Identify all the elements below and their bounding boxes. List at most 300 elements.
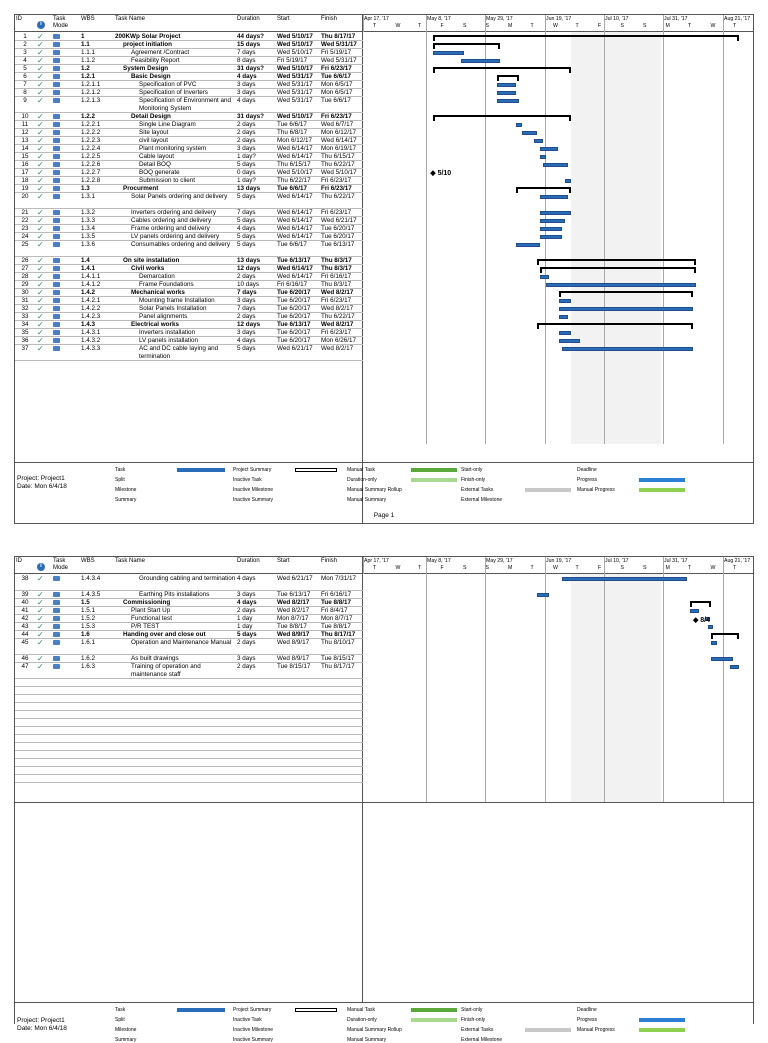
task-bar xyxy=(540,227,561,231)
task-row[interactable] xyxy=(15,209,363,217)
task-id: 20 xyxy=(21,193,29,200)
task-finish: Fri 6/23/17 xyxy=(321,329,352,336)
summary-bar xyxy=(690,601,711,603)
task-finish: Thu 8/17/17 xyxy=(321,631,356,638)
timescale-divider xyxy=(604,15,605,32)
task-wbs: 1.3.6 xyxy=(81,241,96,248)
task-row[interactable] xyxy=(15,57,363,65)
timescale-major-label: Apr 17, '17 xyxy=(364,558,389,564)
task-row[interactable] xyxy=(15,265,363,273)
task-duration: 5 days xyxy=(237,631,257,638)
task-finish: Thu 8/17/17 xyxy=(321,663,355,670)
legend-progress-swatch xyxy=(639,478,685,482)
timescale xyxy=(363,557,753,574)
task-finish: Fri 6/23/17 xyxy=(321,177,352,184)
task-start: Wed 5/10/17 xyxy=(277,33,313,40)
task-wbs: 1.4.1.1 xyxy=(81,273,101,280)
task-row[interactable] xyxy=(15,345,363,361)
task-row[interactable] xyxy=(15,321,363,329)
task-duration: 12 days xyxy=(237,321,261,328)
task-bar xyxy=(540,219,564,223)
task-name: Handing over and close out xyxy=(123,631,206,638)
task-row[interactable] xyxy=(15,121,363,129)
task-start: Wed 6/14/17 xyxy=(277,193,313,200)
task-duration: 2 days xyxy=(237,639,256,646)
task-row[interactable] xyxy=(15,297,363,305)
timescale-minor-label: T xyxy=(688,23,692,29)
task-row[interactable] xyxy=(15,145,363,153)
task-finish: Mon 6/5/17 xyxy=(321,89,353,96)
task-start: Tue 6/20/17 xyxy=(277,289,311,296)
task-row[interactable] xyxy=(15,273,363,281)
col-duration: Duration xyxy=(237,16,260,22)
project-info xyxy=(17,1017,67,1033)
task-id: 44 xyxy=(21,631,29,638)
task-id: 45 xyxy=(21,639,29,646)
complete-check-icon: ✓ xyxy=(37,288,44,297)
task-name: civil layout xyxy=(139,137,169,144)
task-wbs: 1.4.3.3 xyxy=(81,345,101,352)
task-start: Wed 8/9/17 xyxy=(277,639,310,646)
timescale-major-label: May 8, '17 xyxy=(427,558,451,564)
task-row[interactable] xyxy=(15,81,363,89)
project-info xyxy=(17,475,67,491)
timescale-minor-label: W xyxy=(395,565,401,571)
task-finish: Wed 8/2/17 xyxy=(321,305,354,312)
task-id: 23 xyxy=(21,225,29,232)
task-row[interactable] xyxy=(15,41,363,49)
task-start: Wed 8/9/17 xyxy=(277,655,310,662)
task-start: Wed 5/31/17 xyxy=(277,81,313,88)
legend-label: Manual Summary xyxy=(347,497,387,503)
task-row[interactable] xyxy=(15,607,363,615)
task-id: 19 xyxy=(21,185,29,192)
task-row[interactable] xyxy=(15,73,363,81)
task-name: Electrical works xyxy=(131,321,179,328)
task-bar xyxy=(522,131,537,135)
empty-row xyxy=(15,751,363,759)
task-name: Basic Design xyxy=(131,73,171,80)
task-wbs: 1.2 xyxy=(81,65,90,72)
legend-label: Manual Progress xyxy=(577,1027,615,1033)
legend-label: Inactive Task xyxy=(233,1017,262,1023)
task-row[interactable] xyxy=(15,337,363,345)
legend-label: Summary xyxy=(115,497,137,503)
task-duration: 3 days xyxy=(237,81,256,88)
task-start: Wed 5/10/17 xyxy=(277,113,313,120)
task-id: 38 xyxy=(21,575,29,582)
timescale-minor-label: M xyxy=(508,565,513,571)
chart-gridline xyxy=(604,32,605,444)
task-id: 4 xyxy=(23,57,27,64)
task-wbs: 1.2.2.5 xyxy=(81,153,101,160)
chart-gridline xyxy=(426,574,427,802)
task-name: AC and DC cable laying and termination xyxy=(139,345,219,360)
summary-bar xyxy=(433,115,570,117)
task-duration: 8 days xyxy=(237,57,256,64)
timescale-minor-label: S xyxy=(463,23,467,29)
task-bar xyxy=(537,593,549,597)
task-row[interactable] xyxy=(15,329,363,337)
blank-area xyxy=(15,802,753,1002)
task-id: 12 xyxy=(21,129,29,136)
task-row[interactable] xyxy=(15,177,363,185)
summary-bar xyxy=(433,67,570,69)
timescale-minor-label: T xyxy=(733,23,737,29)
legend-label: Inactive Milestone xyxy=(233,1027,274,1033)
complete-check-icon: ✓ xyxy=(37,144,44,153)
task-row[interactable] xyxy=(15,225,363,233)
task-start: Mon 8/7/17 xyxy=(277,615,309,622)
task-start: Tue 6/6/17 xyxy=(277,121,307,128)
complete-check-icon: ✓ xyxy=(37,120,44,129)
task-bar xyxy=(559,331,571,335)
legend-label: Progress xyxy=(577,1017,598,1023)
task-id: 30 xyxy=(21,289,29,296)
complete-check-icon: ✓ xyxy=(37,128,44,137)
complete-check-icon: ✓ xyxy=(37,344,44,353)
task-bar xyxy=(565,179,571,183)
task-start: Tue 6/6/17 xyxy=(277,185,307,192)
timescale-minor-label: F xyxy=(440,23,444,29)
task-duration: 44 days? xyxy=(237,33,264,40)
task-duration: 7 days xyxy=(237,49,256,56)
task-bar xyxy=(562,347,693,351)
task-row[interactable] xyxy=(15,305,363,313)
task-id: 13 xyxy=(21,137,29,144)
task-id: 2 xyxy=(23,41,27,48)
timescale-minor-label: W xyxy=(553,565,558,571)
complete-check-icon: ✓ xyxy=(37,168,44,177)
timescale-major-label: Aug 21, '17 xyxy=(724,16,751,22)
timescale-divider xyxy=(663,557,664,574)
task-wbs: 1 xyxy=(81,33,85,40)
task-row[interactable] xyxy=(15,615,363,623)
task-bar xyxy=(559,315,568,319)
task-name: Civil works xyxy=(131,265,165,272)
task-start: Wed 5/10/17 xyxy=(277,65,313,72)
task-duration: 2 days xyxy=(237,129,256,136)
task-duration: 4 days xyxy=(237,225,256,232)
task-duration: 31 days? xyxy=(237,65,264,72)
task-start: Tue 6/20/17 xyxy=(277,305,311,312)
timescale-major-label: Jul 10, '17 xyxy=(605,558,629,564)
task-name: BOQ generate xyxy=(139,169,180,176)
complete-check-icon: ✓ xyxy=(37,598,44,607)
complete-check-icon: ✓ xyxy=(37,280,44,289)
task-id: 7 xyxy=(23,81,27,88)
task-row[interactable] xyxy=(15,631,363,639)
task-row[interactable] xyxy=(15,89,363,97)
task-start: Wed 6/14/17 xyxy=(277,217,313,224)
empty-row xyxy=(15,711,363,719)
chart-gridline xyxy=(723,32,724,444)
task-id: 26 xyxy=(21,257,29,264)
task-row[interactable] xyxy=(15,113,363,121)
task-name: Specification of PVC xyxy=(139,81,197,88)
legend-external-tasks-swatch xyxy=(525,488,571,492)
table-header xyxy=(15,15,362,32)
legend-label: Project Summary xyxy=(233,467,272,473)
chart-gridline xyxy=(604,574,605,802)
task-name: Site layout xyxy=(139,129,169,136)
task-id: 21 xyxy=(21,209,29,216)
legend-label: External Tasks xyxy=(461,1027,494,1033)
task-id: 1 xyxy=(23,33,27,40)
task-mode-icon xyxy=(53,241,63,250)
complete-check-icon: ✓ xyxy=(37,88,44,97)
timescale-minor-label: S xyxy=(643,565,647,571)
task-duration: 4 days xyxy=(237,73,257,80)
milestone-marker: ◆ 5/10 xyxy=(430,170,452,177)
col-start: Start xyxy=(277,558,290,564)
empty-row xyxy=(15,735,363,743)
complete-check-icon: ✓ xyxy=(37,320,44,329)
task-start: Wed 6/14/17 xyxy=(277,209,313,216)
legend-label: Milestone xyxy=(115,487,137,493)
task-id: 15 xyxy=(21,153,29,160)
task-bar xyxy=(540,235,561,239)
task-finish: Thu 6/22/17 xyxy=(321,193,355,200)
timescale-major-label: Jul 31, '17 xyxy=(664,16,688,22)
legend-label: Split xyxy=(115,477,125,483)
task-start: Wed 8/9/17 xyxy=(277,631,310,638)
task-name: Solar Panels Installation xyxy=(139,305,207,312)
complete-check-icon: ✓ xyxy=(37,72,44,81)
complete-check-icon: ✓ xyxy=(37,216,44,225)
col-finish: Finish xyxy=(321,558,338,564)
task-id: 46 xyxy=(21,655,29,662)
chart-gridline xyxy=(485,574,486,802)
task-row[interactable] xyxy=(15,655,363,663)
task-id: 25 xyxy=(21,241,29,248)
project-date: Date: Mon 6/4/18 xyxy=(17,483,67,490)
col-name: Task Name xyxy=(115,558,146,564)
task-finish: Fri 6/23/17 xyxy=(321,209,352,216)
task-mode-icon xyxy=(53,193,63,202)
task-duration: 10 days xyxy=(237,281,260,288)
task-start: Wed 6/14/17 xyxy=(277,225,313,232)
task-finish: Fri 6/23/17 xyxy=(321,113,352,120)
task-name: Plant Start Up xyxy=(131,607,171,614)
task-id: 5 xyxy=(23,65,27,72)
task-row[interactable] xyxy=(15,153,363,161)
task-row[interactable] xyxy=(15,599,363,607)
task-finish: Wed 5/10/17 xyxy=(321,169,357,176)
task-wbs: 1.5.3 xyxy=(81,623,96,630)
col-mode: Task Mode xyxy=(53,558,69,571)
timescale-minor-label: M xyxy=(508,23,513,29)
timescale-major-label: Apr 17, '17 xyxy=(364,16,389,22)
task-row[interactable] xyxy=(15,233,363,241)
task-wbs: 1.5 xyxy=(81,599,90,606)
task-duration: 7 days xyxy=(237,305,256,312)
legend-task-swatch xyxy=(177,1008,225,1012)
task-bar xyxy=(516,123,522,127)
task-row[interactable] xyxy=(15,623,363,631)
task-row[interactable] xyxy=(15,281,363,289)
task-name: Specification of Environment and Monitoring System xyxy=(139,97,232,112)
task-bar xyxy=(497,91,515,95)
task-bar xyxy=(708,625,713,629)
task-id: 35 xyxy=(21,329,29,336)
col-finish: Finish xyxy=(321,16,338,22)
task-id: 31 xyxy=(21,297,29,304)
task-finish: Wed 8/2/17 xyxy=(321,289,354,296)
task-row[interactable] xyxy=(15,663,363,679)
task-id: 33 xyxy=(21,313,29,320)
summary-bar xyxy=(537,323,693,325)
task-wbs: 1.3.3 xyxy=(81,217,96,224)
task-finish: Fri 8/4/17 xyxy=(321,607,348,614)
task-wbs: 1.6.3 xyxy=(81,663,96,670)
task-finish: Thu 8/10/17 xyxy=(321,639,355,646)
task-start: Wed 5/10/17 xyxy=(277,169,313,176)
task-row[interactable] xyxy=(15,591,363,599)
task-row[interactable] xyxy=(15,33,363,41)
task-row[interactable] xyxy=(15,217,363,225)
task-bar xyxy=(690,609,699,613)
task-start: Wed 5/31/17 xyxy=(277,89,313,96)
task-name: Mechanical works xyxy=(131,289,185,296)
timescale-divider xyxy=(604,557,605,574)
task-wbs: 1.4.3.5 xyxy=(81,591,101,598)
legend-label: Manual Task xyxy=(347,1007,375,1013)
task-row[interactable] xyxy=(15,137,363,145)
empty-row xyxy=(15,767,363,775)
task-name: project initiation xyxy=(123,41,172,48)
table-header xyxy=(15,557,362,574)
task-id: 18 xyxy=(21,177,29,184)
gantt-chart xyxy=(363,15,753,523)
timescale-major-label: May 8, '17 xyxy=(427,16,451,22)
task-finish: Thu 8/3/17 xyxy=(321,281,352,288)
complete-check-icon: ✓ xyxy=(37,304,44,313)
chart-gridline xyxy=(663,32,664,444)
task-duration: 3 days xyxy=(237,329,256,336)
summary-bar xyxy=(559,291,693,293)
chart-gridline xyxy=(723,574,724,802)
task-row[interactable] xyxy=(15,161,363,169)
task-duration: 4 days xyxy=(237,575,256,582)
timescale-divider xyxy=(426,15,427,32)
task-row[interactable] xyxy=(15,97,363,113)
task-finish: Fri 6/23/17 xyxy=(321,297,352,304)
page-number: Page 1 xyxy=(373,512,395,519)
task-wbs: 1.5.1 xyxy=(81,607,96,614)
task-duration: 1 day xyxy=(237,623,253,630)
task-wbs: 1.3.5 xyxy=(81,233,96,240)
task-duration: 4 days xyxy=(237,599,257,606)
legend-label: Split xyxy=(115,1017,125,1023)
task-row[interactable] xyxy=(15,241,363,257)
legend-duration-only-swatch xyxy=(411,478,457,482)
task-row[interactable] xyxy=(15,639,363,655)
task-bar xyxy=(540,211,570,215)
timescale-minor-label: T xyxy=(373,565,377,571)
task-wbs: 1.4.1 xyxy=(81,265,96,272)
complete-check-icon: ✓ xyxy=(37,336,44,345)
timescale-major-label: Jul 31, '17 xyxy=(664,558,688,564)
task-row[interactable] xyxy=(15,129,363,137)
task-name: Inverters ordering and delivery xyxy=(131,209,217,216)
task-row[interactable] xyxy=(15,185,363,193)
task-row[interactable] xyxy=(15,575,363,591)
task-id: 24 xyxy=(21,233,29,240)
task-row[interactable] xyxy=(15,193,363,209)
legend-label: Manual Progress xyxy=(577,487,615,493)
task-start: Wed 6/14/17 xyxy=(277,273,313,280)
task-mode-icon xyxy=(53,663,63,672)
task-row[interactable] xyxy=(15,65,363,73)
task-row[interactable] xyxy=(15,289,363,297)
task-finish: Mon 6/12/17 xyxy=(321,129,357,136)
task-name: Submission to client xyxy=(139,177,195,184)
task-finish: Tue 8/8/17 xyxy=(321,623,351,630)
task-id: 16 xyxy=(21,161,29,168)
task-duration: 2 days xyxy=(237,121,256,128)
task-finish: Fri 6/16/17 xyxy=(321,273,352,280)
project-name: Project: Project1 xyxy=(17,475,65,482)
complete-check-icon: ✓ xyxy=(37,272,44,281)
task-wbs: 1.4.1.2 xyxy=(81,281,101,288)
task-finish: Fri 6/16/17 xyxy=(321,591,352,598)
gantt-page-1 xyxy=(14,14,754,524)
legend-label: Summary xyxy=(115,1037,137,1043)
timescale-minor-label: T xyxy=(373,23,377,29)
task-row[interactable] xyxy=(15,313,363,321)
legend-manual-task-swatch xyxy=(411,468,457,472)
task-bar xyxy=(497,83,515,87)
complete-check-icon: ✓ xyxy=(37,232,44,241)
task-bar xyxy=(711,657,732,661)
task-start: Thu 6/22/17 xyxy=(277,177,311,184)
task-name: Operation and Maintenance Manual xyxy=(131,639,232,646)
task-name: Procurment xyxy=(123,185,159,192)
task-finish: Fri 6/23/17 xyxy=(321,185,352,192)
task-row[interactable] xyxy=(15,257,363,265)
legend-label: Start-only xyxy=(461,1007,483,1013)
task-id: 43 xyxy=(21,623,29,630)
complete-check-icon: ✓ xyxy=(37,662,44,671)
weekend-shading xyxy=(571,574,661,802)
task-finish: Thu 6/22/17 xyxy=(321,313,355,320)
col-wbs: WBS xyxy=(81,558,95,564)
col-mode: Task Mode xyxy=(53,16,69,29)
task-start: Tue 8/8/17 xyxy=(277,623,307,630)
legend-manual-progress-swatch xyxy=(639,1028,685,1032)
timescale-divider xyxy=(723,557,724,574)
task-row[interactable] xyxy=(15,49,363,57)
task-name: On site installation xyxy=(123,257,180,264)
task-duration: 2 days xyxy=(237,137,256,144)
task-wbs: 1.3.2 xyxy=(81,209,96,216)
task-wbs: 1.2.2.1 xyxy=(81,121,101,128)
task-start: Wed 6/21/17 xyxy=(277,575,313,582)
task-bar xyxy=(546,283,696,287)
task-mode-icon xyxy=(53,575,63,584)
timescale-divider xyxy=(363,557,364,574)
task-wbs: 1.4.2.3 xyxy=(81,313,101,320)
task-bar xyxy=(540,275,549,279)
task-wbs: 1.2.2.7 xyxy=(81,169,101,176)
summary-bar xyxy=(497,75,518,77)
summary-bar xyxy=(516,187,571,189)
task-duration: 5 days xyxy=(237,345,256,352)
summary-bar xyxy=(711,633,738,635)
task-row[interactable] xyxy=(15,169,363,177)
timescale-divider xyxy=(426,557,427,574)
